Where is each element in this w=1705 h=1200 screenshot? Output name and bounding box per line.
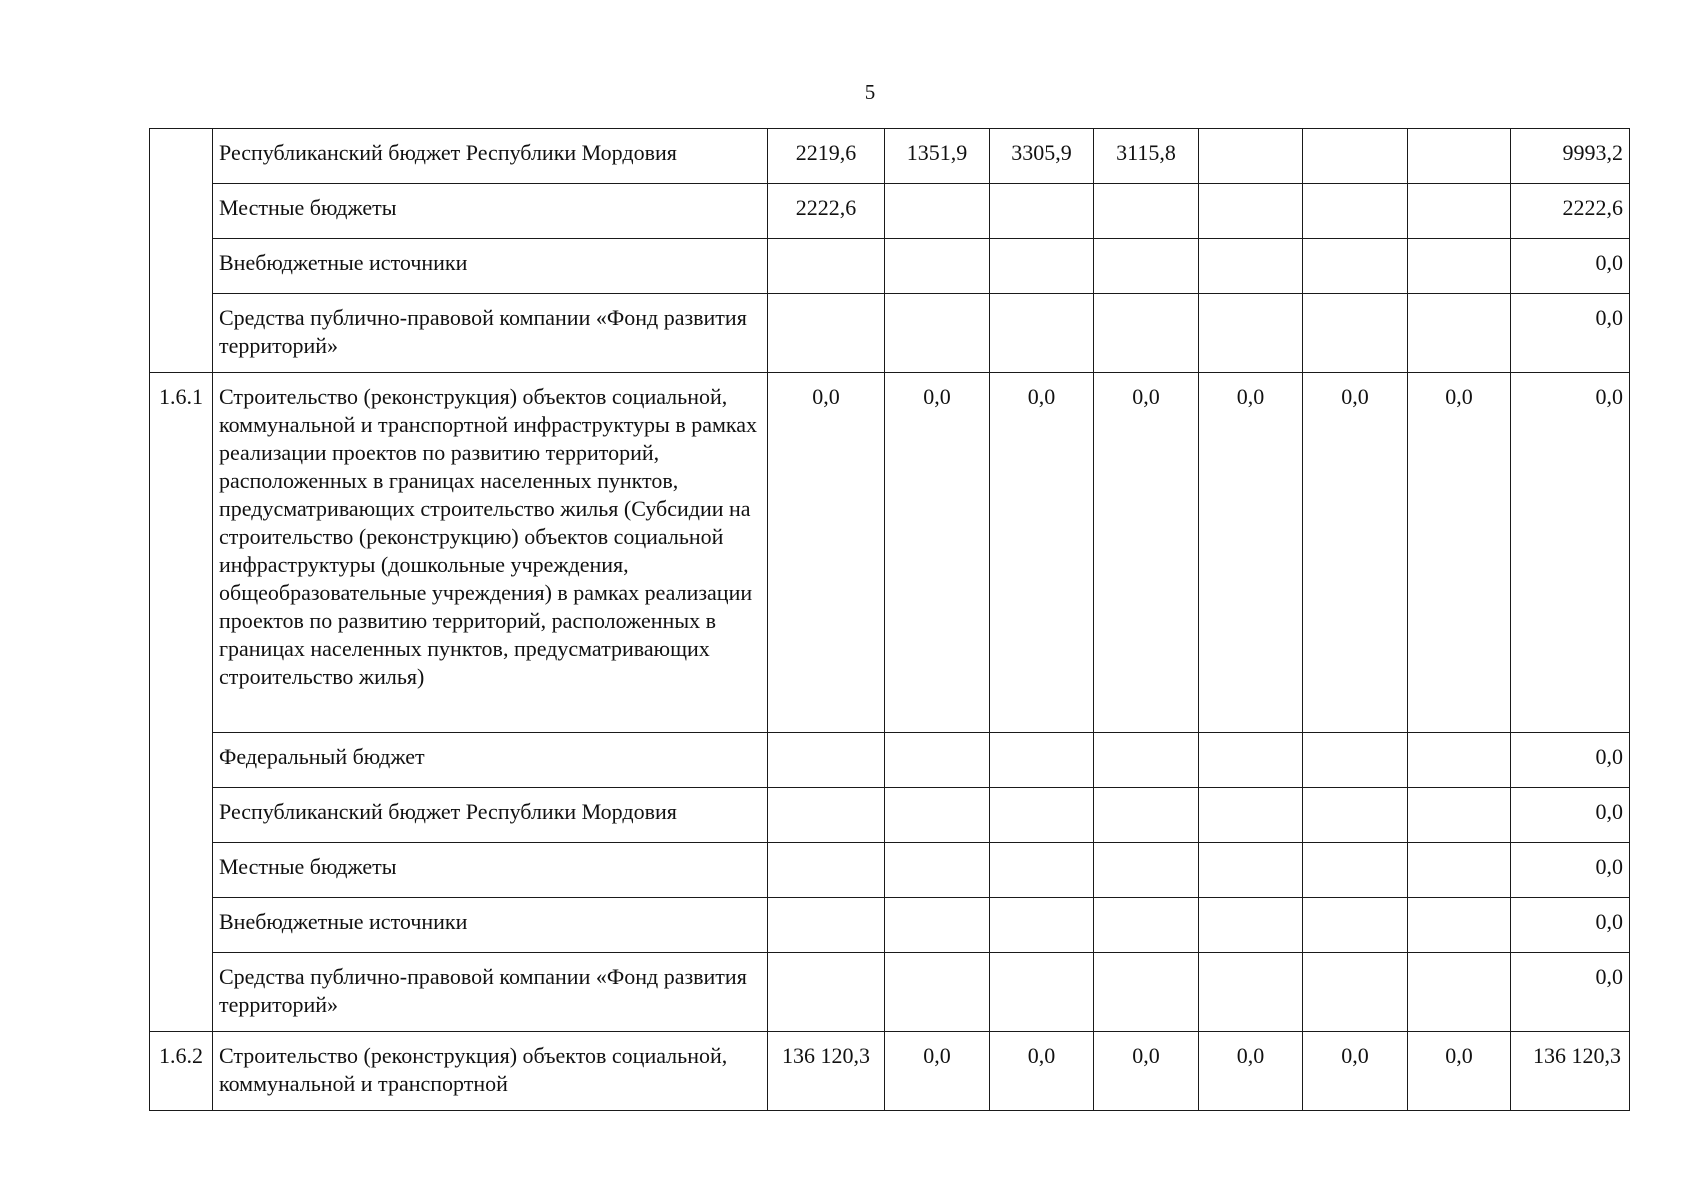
- value-cell: [1408, 239, 1511, 294]
- value-cell: [1094, 733, 1199, 788]
- value-cell: [885, 788, 990, 843]
- value-cell: [1303, 953, 1408, 1032]
- table-row: [150, 733, 1630, 788]
- value-cell: [885, 733, 990, 788]
- value-cell: [990, 953, 1094, 1032]
- row-label: Внебюджетные источники: [213, 898, 768, 953]
- value-cell: 2219,6: [768, 129, 885, 184]
- value-cell: [1094, 294, 1199, 373]
- value-cell: [1303, 294, 1408, 373]
- value-cell: [885, 843, 990, 898]
- value-cell: [990, 788, 1094, 843]
- value-cell: [885, 184, 990, 239]
- table-row: [150, 788, 1630, 843]
- value-cell: [768, 239, 885, 294]
- value-cell: 0,0: [1408, 1032, 1511, 1111]
- table-row: [150, 1032, 1630, 1111]
- row-label: Местные бюджеты: [213, 843, 768, 898]
- value-cell: 0,0: [1199, 373, 1303, 733]
- row-code-cell: [150, 129, 213, 373]
- value-cell: [1094, 953, 1199, 1032]
- value-cell: [885, 239, 990, 294]
- value-cell: [1303, 184, 1408, 239]
- value-cell: [1408, 788, 1511, 843]
- value-cell: 3115,8: [1094, 129, 1199, 184]
- value-cell: 0,0: [1303, 1032, 1408, 1111]
- value-cell: 0,0: [1094, 1032, 1199, 1111]
- total-cell: 2222,6: [1511, 184, 1630, 239]
- value-cell: [1199, 239, 1303, 294]
- total-cell: 9993,2: [1511, 129, 1630, 184]
- value-cell: [1408, 898, 1511, 953]
- value-cell: [1094, 184, 1199, 239]
- value-cell: [768, 788, 885, 843]
- total-cell: 0,0: [1511, 294, 1630, 373]
- value-cell: [1303, 788, 1408, 843]
- value-cell: [1303, 129, 1408, 184]
- page-number: 5: [864, 80, 876, 104]
- value-cell: [1303, 898, 1408, 953]
- value-cell: [1094, 898, 1199, 953]
- table-row: [150, 129, 1630, 184]
- value-cell: [768, 898, 885, 953]
- value-cell: [1408, 129, 1511, 184]
- value-cell: [1408, 953, 1511, 1032]
- value-cell: [1199, 788, 1303, 843]
- table-row: [150, 953, 1630, 1032]
- value-cell: [1303, 843, 1408, 898]
- value-cell: [990, 294, 1094, 373]
- value-cell: [768, 733, 885, 788]
- budget-table: [149, 128, 1630, 1111]
- value-cell: [1199, 129, 1303, 184]
- total-cell: 0,0: [1511, 898, 1630, 953]
- table-row: [150, 898, 1630, 953]
- total-cell: 0,0: [1511, 373, 1630, 733]
- value-cell: [1094, 239, 1199, 294]
- table-row: [150, 184, 1630, 239]
- total-cell: 136 120,3: [1511, 1032, 1630, 1111]
- total-cell: 0,0: [1511, 733, 1630, 788]
- row-label: Строительство (реконструкция) объектов социальной, коммунальной и транспортной: [213, 1032, 768, 1111]
- value-cell: 3305,9: [990, 129, 1094, 184]
- value-cell: [990, 898, 1094, 953]
- row-label: Средства публично-правовой компании «Фонд развития территорий»: [213, 953, 768, 1032]
- row-code-cell: 1.6.1: [150, 373, 213, 1032]
- value-cell: 136 120,3: [768, 1032, 885, 1111]
- value-cell: [768, 294, 885, 373]
- value-cell: [768, 843, 885, 898]
- value-cell: [1303, 733, 1408, 788]
- table-row: [150, 294, 1630, 373]
- row-label: Внебюджетные источники: [213, 239, 768, 294]
- value-cell: [1408, 294, 1511, 373]
- value-cell: 1351,9: [885, 129, 990, 184]
- total-cell: 0,0: [1511, 953, 1630, 1032]
- row-code-cell: 1.6.2: [150, 1032, 213, 1111]
- row-label: Республиканский бюджет Республики Мордовия: [213, 788, 768, 843]
- value-cell: [885, 294, 990, 373]
- value-cell: 0,0: [990, 1032, 1094, 1111]
- value-cell: 0,0: [1408, 373, 1511, 733]
- value-cell: [1408, 733, 1511, 788]
- value-cell: [1199, 898, 1303, 953]
- value-cell: 2222,6: [768, 184, 885, 239]
- value-cell: [1199, 843, 1303, 898]
- value-cell: [768, 953, 885, 1032]
- row-label: Средства публично-правовой компании «Фонд развития территорий»: [213, 294, 768, 373]
- value-cell: 0,0: [1094, 373, 1199, 733]
- value-cell: [990, 733, 1094, 788]
- table-row: [150, 373, 1630, 733]
- value-cell: [1199, 733, 1303, 788]
- total-cell: 0,0: [1511, 843, 1630, 898]
- value-cell: [1199, 953, 1303, 1032]
- value-cell: [1199, 184, 1303, 239]
- value-cell: 0,0: [885, 1032, 990, 1111]
- value-cell: 0,0: [1199, 1032, 1303, 1111]
- value-cell: [1303, 239, 1408, 294]
- table-row: [150, 239, 1630, 294]
- value-cell: [1199, 294, 1303, 373]
- value-cell: 0,0: [1303, 373, 1408, 733]
- value-cell: [1408, 843, 1511, 898]
- value-cell: 0,0: [885, 373, 990, 733]
- total-cell: 0,0: [1511, 239, 1630, 294]
- row-label: Республиканский бюджет Республики Мордовия: [213, 129, 768, 184]
- value-cell: [1094, 843, 1199, 898]
- value-cell: [1094, 788, 1199, 843]
- value-cell: [990, 239, 1094, 294]
- value-cell: [885, 898, 990, 953]
- value-cell: [990, 843, 1094, 898]
- row-label: Местные бюджеты: [213, 184, 768, 239]
- row-label: Федеральный бюджет: [213, 733, 768, 788]
- value-cell: 0,0: [990, 373, 1094, 733]
- value-cell: 0,0: [768, 373, 885, 733]
- value-cell: [1408, 184, 1511, 239]
- total-cell: 0,0: [1511, 788, 1630, 843]
- value-cell: [885, 953, 990, 1032]
- value-cell: [990, 184, 1094, 239]
- row-label: Строительство (реконструкция) объектов социальной, коммунальной и транспортной инфраструктуры в рамках реализации проектов по развитию территорий, расположенных в границах населенных пунктов, предусматривающих строительство жилья (Субсидии на строительство (реконструкцию) объектов социальной инфраструктуры (дошкольные учреждения, общеобразовательные учреждения) в рамках реализации проектов по развитию территорий, расположенных в границах населенных пунктов, предусматривающих строительство жилья): [213, 373, 768, 733]
- table-row: [150, 843, 1630, 898]
